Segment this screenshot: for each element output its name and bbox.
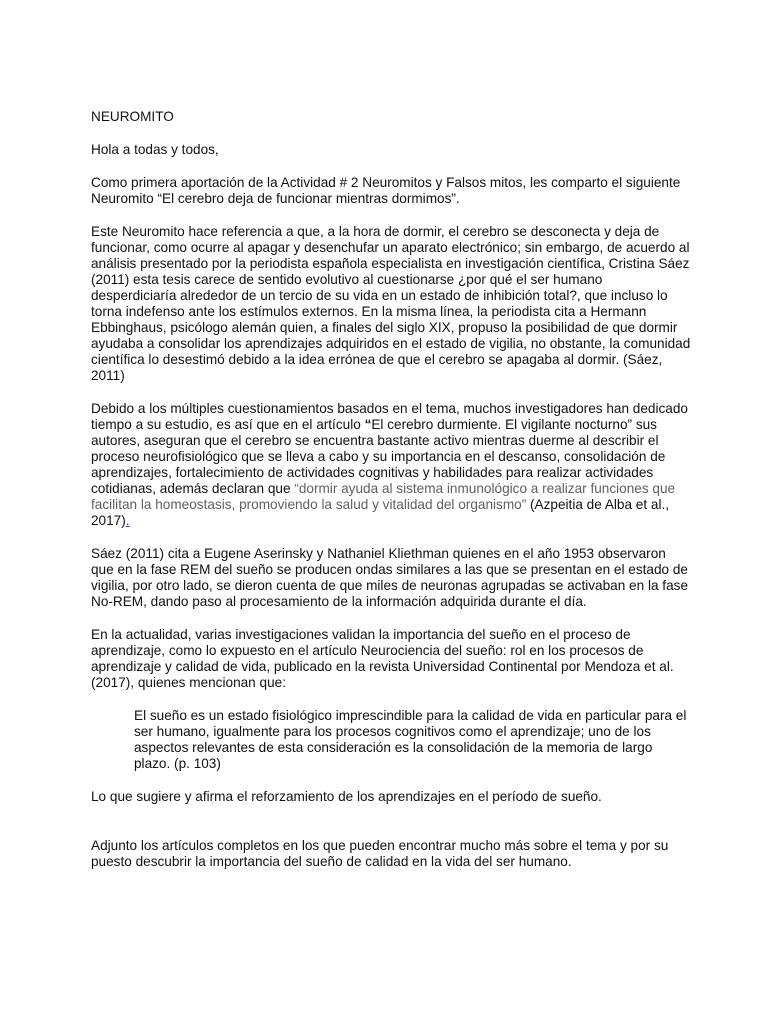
greeting: Hola a todas y todos, [91, 142, 219, 157]
document-body [91, 109, 691, 870]
paragraph-conclusion: Lo que sugiere y afirma el reforzamiento de los aprendizajes en el período de sueño. [91, 789, 602, 804]
paragraph-current-research: En la actualidad, varias investigaciones validan la importancia del sueño en el proceso de aprendizaje, como lo expuesto en el artículo Neurociencia del sueño: rol en los procesos de aprendizaje y calidad de vida, publicado en la revista Universidad Continental por Mendoza et al. (2017), quienes mencionan que: [91, 627, 674, 690]
document-title: NEUROMITO [91, 109, 174, 124]
citation-reference: (Azpeitia de Alba et al., 2017) [91, 497, 670, 528]
paragraph-research [91, 401, 691, 529]
paragraph-research-text-b: El cerebro durmiente. El vigilante nocturno” sus autores, aseguran que el cerebro se encuentra bastante activo mientras duerme al describir el proceso neurofisiológico que se lleva a cabo y su importancia en el descanso, consolidación de aprendizajes, fortalecimiento de actividades cognitivas y habilidades para realizar actividades cotidianas, además declaran que [91, 417, 666, 496]
block-quote: El sueño es un estado fisiológico imprescindible para la calidad de vida en particular para el ser humano, igualmente para los procesos cognitivos como el aprendizaje; uno de los aspectos relevantes de esta consideración es la consolidación de la memoria de largo plazo. (p. 103) [134, 708, 687, 771]
quoted-citation: “dormir ayuda al sistema inmunológico a realizar funciones que facilitan la homeostasis, promoviendo la salud y vitalidad del organismo” [91, 481, 676, 512]
citation-link[interactable]: . [125, 513, 130, 528]
paragraph-intro: Como primera aportación de la Actividad # 2 Neuromitos y Falsos mitos, les comparto el siguiente Neuromito “El cerebro deja de funcionar mientras dormimos”. [91, 175, 681, 206]
paragraph-research-text-a: Debido a los múltiples cuestionamientos basados en el tema, muchos investigadores han dedicado tiempo a su estudio, es así que en el artículo [91, 401, 688, 432]
quote-mark: “ [364, 417, 372, 432]
paragraph-closing: Adjunto los artículos completos en los que pueden encontrar mucho más sobre el tema y por su puesto descubrir la importancia del sueño de calidad en la vida del ser humano. [91, 838, 669, 869]
paragraph-neuromyth: Este Neuromito hace referencia a que, a la hora de dormir, el cerebro se desconecta y deja de funcionar, como ocurre al apagar y desenchufar un aparato electrónico; sin embargo, de acuerdo al análisis presentado por la periodista española especialista en investigación científica, Cristina Sáez (2011) esta tesis carece de sentido evolutivo al cuestionarse ¿por qué el ser humano desperdiciaría alrededor de un tercio de su vida en un estado de inhibición total?, que incluso lo torna indefenso ante los estímulos externos. En la misma línea, la periodista cita a Hermann Ebbinghaus, psicólogo alemán quien, a finales del siglo XIX, propuso la posibilidad de que dormir ayudaba a consolidar los aprendizajes adquiridos en el estado de vigilia, no obstante, la comunidad científica lo desestimó debido a la idea errónea de que el cerebro se apagaba al dormir. (Sáez, 2011) [91, 224, 691, 383]
paragraph-rem: Sáez (2011) cita a Eugene Aserinsky y Nathaniel Kliethman quienes en el año 1953 observaron que en la fase REM del sueño se producen ondas similares a las que se presentan en el estado de vigilia, por otro lado, se dieron cuenta de que miles de neuronas agrupadas se activaban en la fase No-REM, dando paso al procesamiento de la información adquirida durante el día. [91, 546, 689, 609]
